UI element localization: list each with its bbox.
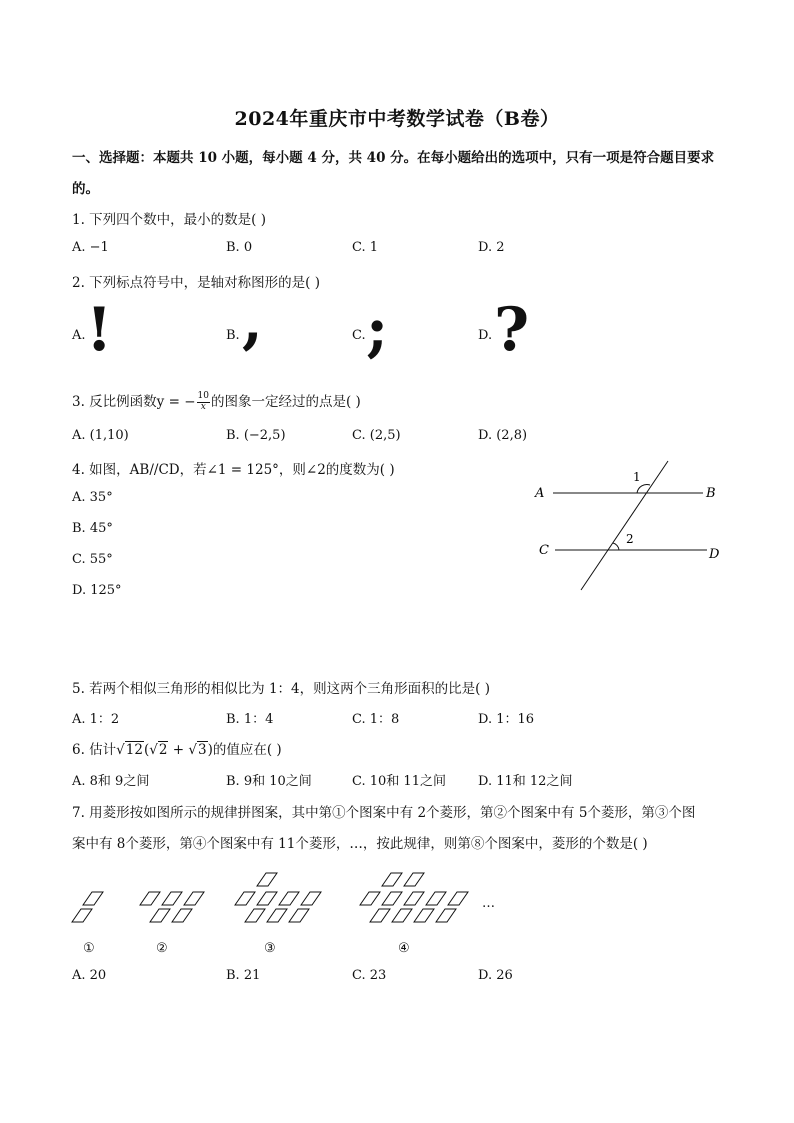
angle-2-label: 2 — [626, 532, 634, 546]
rhombus — [414, 909, 434, 922]
angle-1-arc — [637, 485, 650, 493]
q6-stem-c: + — [168, 742, 189, 758]
q2-option-c[interactable]: C. — [352, 328, 366, 343]
q5-option-d[interactable]: D. 1：16 — [478, 712, 535, 727]
rhombus — [279, 892, 299, 905]
rhombus — [72, 909, 92, 922]
q7-option-c[interactable]: C. 23 — [352, 968, 387, 983]
q7-option-b[interactable]: B. 21 — [226, 968, 261, 983]
q6-option-c[interactable]: C. 10和 11之间 — [352, 774, 446, 789]
rhombus — [426, 892, 446, 905]
rhombus — [436, 909, 456, 922]
q2-option-b[interactable]: B. — [226, 328, 240, 343]
q1-option-c[interactable]: C. 1 — [352, 240, 379, 255]
q7-option-d[interactable]: D. 26 — [478, 968, 513, 983]
rhombus — [162, 892, 182, 905]
section-heading-cont: 的。 — [72, 181, 99, 197]
rhombus — [235, 892, 255, 905]
question-7-stem-line1: 7. 用菱形按如图所示的规律拼图案，其中第①个图案中有 2个菱形，第②个图案中有 5个菱形，第③个图 — [72, 805, 696, 821]
q5-option-b[interactable]: B. 1：4 — [226, 712, 274, 727]
q6-stem-b: ( — [143, 742, 150, 758]
semicolon-symbol: ; — [366, 295, 389, 365]
rhombus — [140, 892, 160, 905]
question-6-stem: 6. 估计√12(√2 + √3)的值应在( ) — [72, 742, 282, 758]
q1-option-d[interactable]: D. 2 — [478, 240, 505, 255]
sqrt-2: 2 — [158, 742, 168, 758]
rhombus — [172, 909, 192, 922]
question-2-stem: 2. 下列标点符号中，是轴对称图形的是( ) — [72, 275, 320, 291]
transversal-line — [581, 461, 668, 590]
question-4-stem: 4. 如图，AB//CD，若∠1 = 125°，则∠2的度数为( ) — [72, 462, 395, 478]
q2-option-d[interactable]: D. — [478, 328, 493, 343]
rhombus — [360, 892, 380, 905]
rhombus — [382, 873, 402, 886]
q3-option-a[interactable]: A. (1,10) — [72, 428, 129, 443]
q3-option-d[interactable]: D. (2,8) — [478, 428, 528, 443]
q6-option-b[interactable]: B. 9和 10之间 — [226, 774, 312, 789]
rhombus — [404, 873, 424, 886]
rhombus — [184, 892, 204, 905]
rhombus — [150, 909, 170, 922]
label-d: D — [709, 547, 720, 562]
q4-option-a[interactable]: A. 35° — [72, 490, 113, 505]
label-a: A — [535, 486, 545, 501]
angle-1-label: 1 — [633, 470, 641, 484]
q7-option-a[interactable]: A. 20 — [72, 968, 107, 983]
rhombus — [83, 892, 103, 905]
question-mark-symbol: ? — [494, 295, 530, 365]
q3-option-c[interactable]: C. (2,5) — [352, 428, 401, 443]
q4-option-b[interactable]: B. 45° — [72, 521, 113, 536]
q4-option-d[interactable]: D. 125° — [72, 583, 122, 598]
question-3-stem — [72, 390, 361, 413]
comma-symbol: , — [242, 287, 263, 357]
q6-stem-d: )的值应在( ) — [207, 742, 282, 758]
q1-option-a[interactable]: A. −1 — [72, 240, 109, 255]
label-c: C — [539, 543, 549, 558]
q3-stem-before: 3. 反比例函数y = − — [72, 394, 196, 410]
q3-frac-num: 10 — [197, 391, 209, 402]
q4-option-c[interactable]: C. 55° — [72, 552, 113, 567]
rhombus — [404, 892, 424, 905]
q3-stem-after: 的图象一定经过的点是( ) — [210, 394, 361, 410]
rhombus — [267, 909, 287, 922]
rhombus — [301, 892, 321, 905]
rhombus — [245, 909, 265, 922]
q6-stem-a: 6. 估计 — [72, 742, 117, 758]
angle-2-arc — [613, 543, 619, 550]
q1-option-b[interactable]: B. 0 — [226, 240, 253, 255]
q2-option-a[interactable]: A. — [72, 328, 86, 343]
pattern-label-1: ① — [83, 941, 95, 956]
sqrt-3: 3 — [197, 742, 207, 758]
rhombus — [448, 892, 468, 905]
question-7-stem-line2: 案中有 8个菱形，第④个图案中有 11个菱形，…，按此规律，则第⑧个图案中，菱形的个数是( ) — [72, 836, 648, 852]
q6-option-a[interactable]: A. 8和 9之间 — [72, 774, 150, 789]
q5-option-c[interactable]: C. 1：8 — [352, 712, 400, 727]
q5-option-a[interactable]: A. 1：2 — [72, 712, 120, 727]
q3-frac-den: x — [200, 402, 206, 412]
q3-option-b[interactable]: B. (−2,5) — [226, 428, 286, 443]
sqrt-12: 12 — [125, 742, 143, 758]
pattern-label-4: ④ — [398, 941, 410, 956]
pattern-label-3: ③ — [264, 941, 276, 956]
question-5-stem: 5. 若两个相似三角形的相似比为 1：4，则这两个三角形面积的比是( ) — [72, 681, 490, 697]
pattern-label-2: ② — [156, 941, 168, 956]
label-b: B — [706, 486, 716, 501]
parallel-lines-figure — [525, 455, 735, 595]
rhombus — [289, 909, 309, 922]
rhombus — [257, 892, 277, 905]
q3-fraction — [197, 392, 210, 413]
rhombus — [382, 892, 402, 905]
rhombus — [370, 909, 390, 922]
section-heading: 一、选择题：本题共 10 小题，每小题 4 分，共 40 分。在每小题给出的选项中，只有一项是符合题目要求 — [72, 150, 715, 166]
pattern-ellipsis: … — [482, 896, 495, 911]
rhombus — [257, 873, 277, 886]
q6-option-d[interactable]: D. 11和 12之间 — [478, 774, 573, 789]
exclamation-symbol: ! — [86, 295, 113, 365]
rhombus-patterns — [60, 850, 520, 930]
question-1-stem: 1. 下列四个数中，最小的数是( ) — [72, 212, 266, 228]
page-title: 2024年重庆市中考数学试卷（B卷） — [234, 108, 560, 130]
rhombus — [392, 909, 412, 922]
